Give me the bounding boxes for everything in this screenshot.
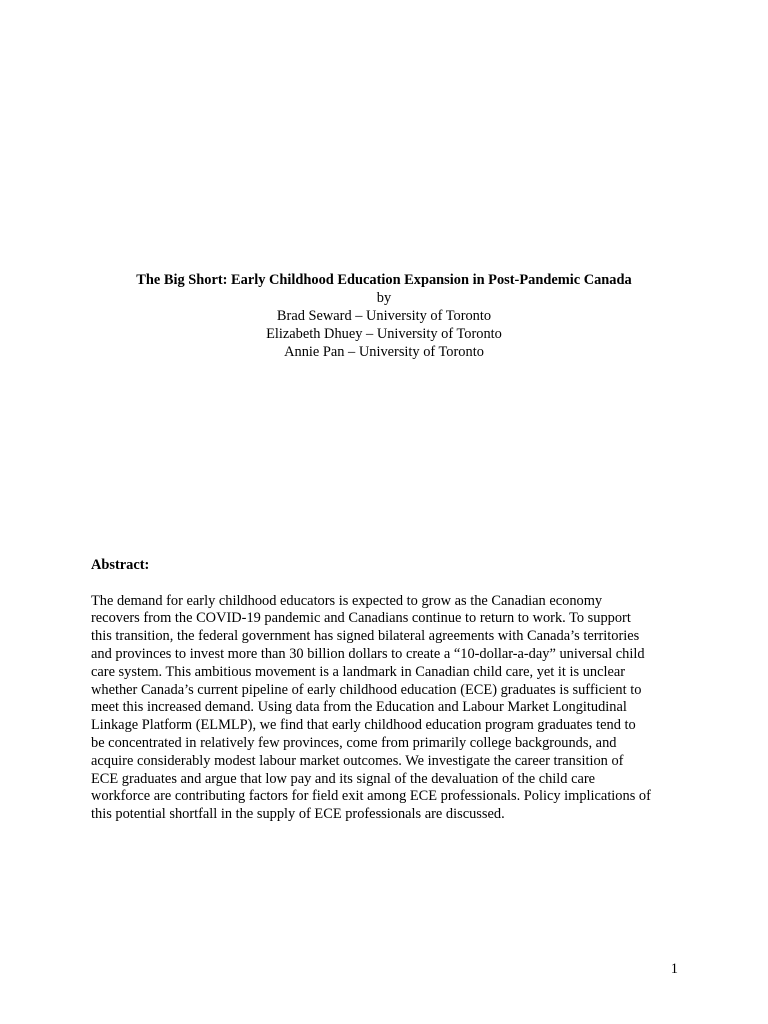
abstract-line: workforce are contributing factors for field exit among ECE professionals. Policy implications of <box>91 788 651 805</box>
abstract-line: whether Canada’s current pipeline of early childhood education (ECE) graduates is sufficient to <box>91 681 642 698</box>
abstract-line: meet this increased demand. Using data from the Education and Labour Market Longitudinal <box>91 699 627 716</box>
author-3: Annie Pan – University of Toronto <box>284 344 484 360</box>
abstract-line: ECE graduates and argue that low pay and its signal of the devaluation of the child care <box>91 770 596 787</box>
abstract-line: acquire considerably modest labour market outcomes. We investigate the career transition of <box>91 752 624 769</box>
abstract-heading: Abstract: <box>91 557 150 573</box>
abstract-line: The demand for early childhood educators is expected to grow as the Canadian economy <box>91 592 603 609</box>
paper-title: The Big Short: Early Childhood Education Expansion in Post-Pandemic Canada <box>136 272 632 288</box>
abstract-line: be concentrated in relatively few provinces, come from primarily college backgrounds, and <box>91 734 617 751</box>
abstract-body <box>91 593 691 824</box>
abstract-line: Linkage Platform (ELMLP), we find that early childhood education program graduates tend to <box>91 717 636 734</box>
abstract-line: this transition, the federal government has signed bilateral agreements with Canada’s territories <box>91 628 640 645</box>
abstract-section <box>91 557 691 824</box>
title-block <box>0 271 768 361</box>
abstract-line: this potential shortfall in the supply of ECE professionals are discussed. <box>91 806 505 823</box>
abstract-line: and provinces to invest more than 30 billion dollars to create a “10-dollar-a-day” universal child <box>91 645 645 662</box>
author-2: Elizabeth Dhuey – University of Toronto <box>266 326 502 342</box>
abstract-line: care system. This ambitious movement is a landmark in Canadian child care, yet it is unclear <box>91 663 626 680</box>
abstract-line: recovers from the COVID-19 pandemic and Canadians continue to return to work. To support <box>91 610 631 627</box>
author-1: Brad Seward – University of Toronto <box>276 308 492 324</box>
page-number: 1 <box>670 961 678 977</box>
byline: by <box>376 290 392 306</box>
